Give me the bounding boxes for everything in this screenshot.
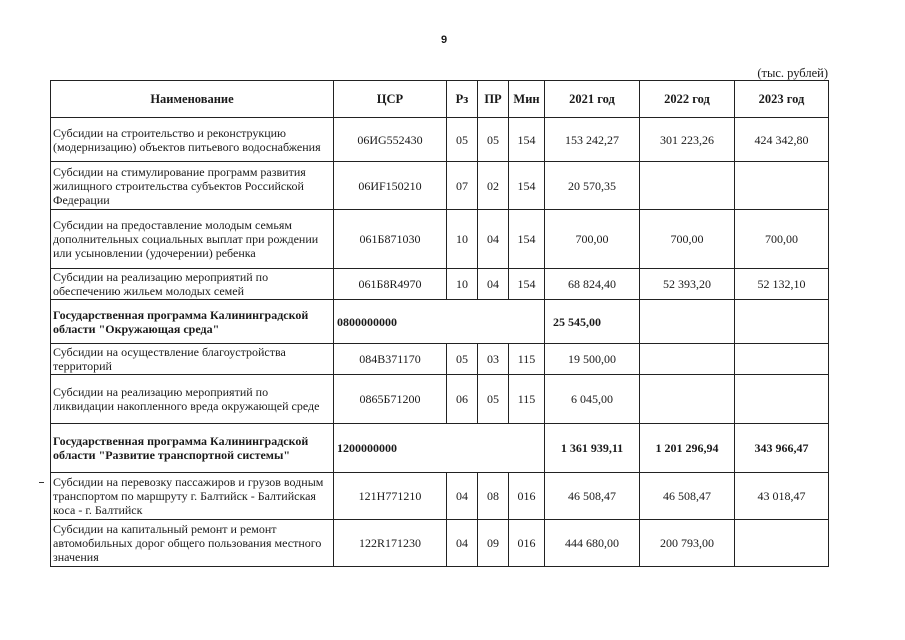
- row-2022: [640, 375, 735, 424]
- row-2021: 19 500,00: [545, 344, 640, 375]
- row-2022: [640, 344, 735, 375]
- program-csr: 0800000000: [334, 300, 545, 344]
- row-2023: [735, 344, 829, 375]
- row-pr: 08: [478, 473, 509, 520]
- header-pr: ПР: [478, 81, 509, 118]
- row-pr: 04: [478, 210, 509, 269]
- row-name: Субсидии на стимулирование программ развития жилищного строительства субъектов Российской Федерации: [51, 162, 334, 210]
- program-2022: 1 201 296,94: [640, 424, 735, 473]
- table-row: [51, 118, 829, 162]
- row-2022: 52 393,20: [640, 269, 735, 300]
- header-2022: 2022 год: [640, 81, 735, 118]
- header-name: Наименование: [51, 81, 334, 118]
- row-name: Субсидии на реализацию мероприятий по ликвидации накопленного вреда окружающей среде: [51, 375, 334, 424]
- program-2023: [735, 300, 829, 344]
- row-csr: 121H771210: [334, 473, 447, 520]
- program-name: Государственная программа Калининградской области "Окружающая среда": [51, 300, 334, 344]
- program-2023: 343 966,47: [735, 424, 829, 473]
- row-rz: 07: [447, 162, 478, 210]
- row-name: Субсидии на капитальный ремонт и ремонт автомобильных дорог общего пользования местного значения: [51, 520, 334, 567]
- program-row: [51, 300, 829, 344]
- row-pr: 03: [478, 344, 509, 375]
- row-2023: 43 018,47: [735, 473, 829, 520]
- row-2023: [735, 520, 829, 567]
- header-2023: 2023 год: [735, 81, 829, 118]
- page-number: 9: [440, 34, 448, 46]
- margin-mark: [39, 482, 44, 483]
- row-2023: [735, 162, 829, 210]
- table-row: [51, 210, 829, 269]
- row-min: 115: [509, 375, 545, 424]
- program-2021: 25 545,00: [545, 300, 640, 344]
- row-2021: 444 680,00: [545, 520, 640, 567]
- header-2021: 2021 год: [545, 81, 640, 118]
- program-name: Государственная программа Калининградской области "Развитие транспортной системы": [51, 424, 334, 473]
- table-row: [51, 344, 829, 375]
- row-2022: [640, 162, 735, 210]
- row-pr: 02: [478, 162, 509, 210]
- row-csr: 06ИG552430: [334, 118, 447, 162]
- row-2022: 301 223,26: [640, 118, 735, 162]
- row-csr: 061Б8R4970: [334, 269, 447, 300]
- row-min: 115: [509, 344, 545, 375]
- row-name: Субсидии на строительство и реконструкцию (модернизацию) объектов питьевого водоснабжения: [51, 118, 334, 162]
- row-rz: 05: [447, 118, 478, 162]
- row-pr: 09: [478, 520, 509, 567]
- row-rz: 06: [447, 375, 478, 424]
- program-2021: 1 361 939,11: [545, 424, 640, 473]
- row-csr: 061Б871030: [334, 210, 447, 269]
- table-row: [51, 162, 829, 210]
- table-row: [51, 473, 829, 520]
- row-2021: 700,00: [545, 210, 640, 269]
- row-name: Субсидии на перевозку пассажиров и грузов водным транспортом по маршруту г. Балтийск - Балтийская коса - г. Балтийск: [51, 473, 334, 520]
- budget-table: [50, 80, 829, 567]
- header-rz: Рз: [447, 81, 478, 118]
- row-csr: 0865Б71200: [334, 375, 447, 424]
- row-min: 154: [509, 210, 545, 269]
- row-2021: 68 824,40: [545, 269, 640, 300]
- row-2021: 6 045,00: [545, 375, 640, 424]
- row-2023: 52 132,10: [735, 269, 829, 300]
- row-min: 154: [509, 118, 545, 162]
- row-csr: 084B371170: [334, 344, 447, 375]
- header-csr: ЦСР: [334, 81, 447, 118]
- row-name: Субсидии на предоставление молодым семьям дополнительных социальных выплат при рождении или усыновлении (удочерении) ребенка: [51, 210, 334, 269]
- units-label: (тыс. рублей): [757, 66, 828, 80]
- row-2023: [735, 375, 829, 424]
- row-min: 154: [509, 162, 545, 210]
- row-min: 154: [509, 269, 545, 300]
- row-pr: 05: [478, 118, 509, 162]
- row-name: Субсидии на осуществление благоустройства территорий: [51, 344, 334, 375]
- header-row: [51, 81, 829, 118]
- row-csr: 06ИF150210: [334, 162, 447, 210]
- row-csr: 122R171230: [334, 520, 447, 567]
- row-2023: 424 342,80: [735, 118, 829, 162]
- row-2021: 20 570,35: [545, 162, 640, 210]
- row-name: Субсидии на реализацию мероприятий по обеспечению жильем молодых семей: [51, 269, 334, 300]
- row-pr: 05: [478, 375, 509, 424]
- row-rz: 10: [447, 269, 478, 300]
- row-min: 016: [509, 520, 545, 567]
- row-2023: 700,00: [735, 210, 829, 269]
- table-row: [51, 520, 829, 567]
- row-rz: 10: [447, 210, 478, 269]
- row-2022: 700,00: [640, 210, 735, 269]
- table-row: [51, 269, 829, 300]
- header-min: Мин: [509, 81, 545, 118]
- program-2022: [640, 300, 735, 344]
- program-csr: 1200000000: [334, 424, 545, 473]
- row-2022: 200 793,00: [640, 520, 735, 567]
- row-2021: 46 508,47: [545, 473, 640, 520]
- row-rz: 04: [447, 520, 478, 567]
- row-2022: 46 508,47: [640, 473, 735, 520]
- row-pr: 04: [478, 269, 509, 300]
- row-min: 016: [509, 473, 545, 520]
- row-rz: 04: [447, 473, 478, 520]
- program-row: [51, 424, 829, 473]
- table-row: [51, 375, 829, 424]
- row-2021: 153 242,27: [545, 118, 640, 162]
- row-rz: 05: [447, 344, 478, 375]
